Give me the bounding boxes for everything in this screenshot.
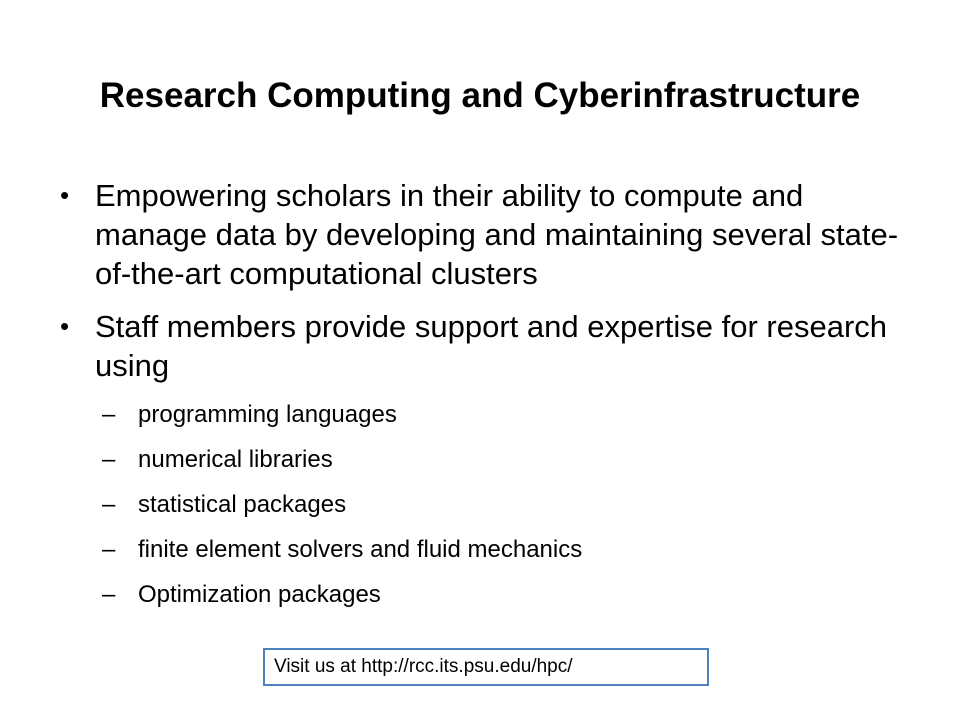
sub-bullet-item: [58, 444, 908, 476]
bullet-item: [58, 176, 908, 293]
bullet-text: Staff members provide support and expertise for research using: [95, 309, 888, 383]
dash-icon: –: [102, 491, 116, 518]
dash-icon: –: [102, 536, 116, 563]
dash-icon: –: [102, 581, 116, 608]
slide-title: Research Computing and Cyberinfrastructure: [99, 76, 861, 115]
dash-icon: –: [102, 446, 116, 473]
bullet-icon: •: [60, 311, 70, 341]
bullet-text: Empowering scholars in their ability to compute and manage data by developing and maintaining several state-of-the-art computational clusters: [95, 178, 899, 291]
sub-bullet-item: [58, 489, 908, 521]
slide-content: [58, 176, 908, 624]
sub-bullet-text: programming languages: [138, 401, 397, 428]
sub-bullet-text: statistical packages: [138, 491, 347, 518]
sub-bullet-text: finite element solvers and fluid mechanics: [138, 536, 583, 563]
sub-bullet-text: Optimization packages: [138, 581, 381, 608]
sub-bullet-list: [58, 399, 908, 611]
sub-bullet-item: [58, 534, 908, 566]
sub-bullet-item: [58, 579, 908, 611]
visit-us-box: Visit us at http://rcc.its.psu.edu/hpc/: [263, 648, 709, 686]
bullet-item: [58, 307, 908, 385]
dash-icon: –: [102, 401, 116, 428]
sub-bullet-text: numerical libraries: [138, 446, 333, 473]
sub-bullet-item: [58, 399, 908, 431]
bullet-icon: •: [60, 180, 70, 210]
